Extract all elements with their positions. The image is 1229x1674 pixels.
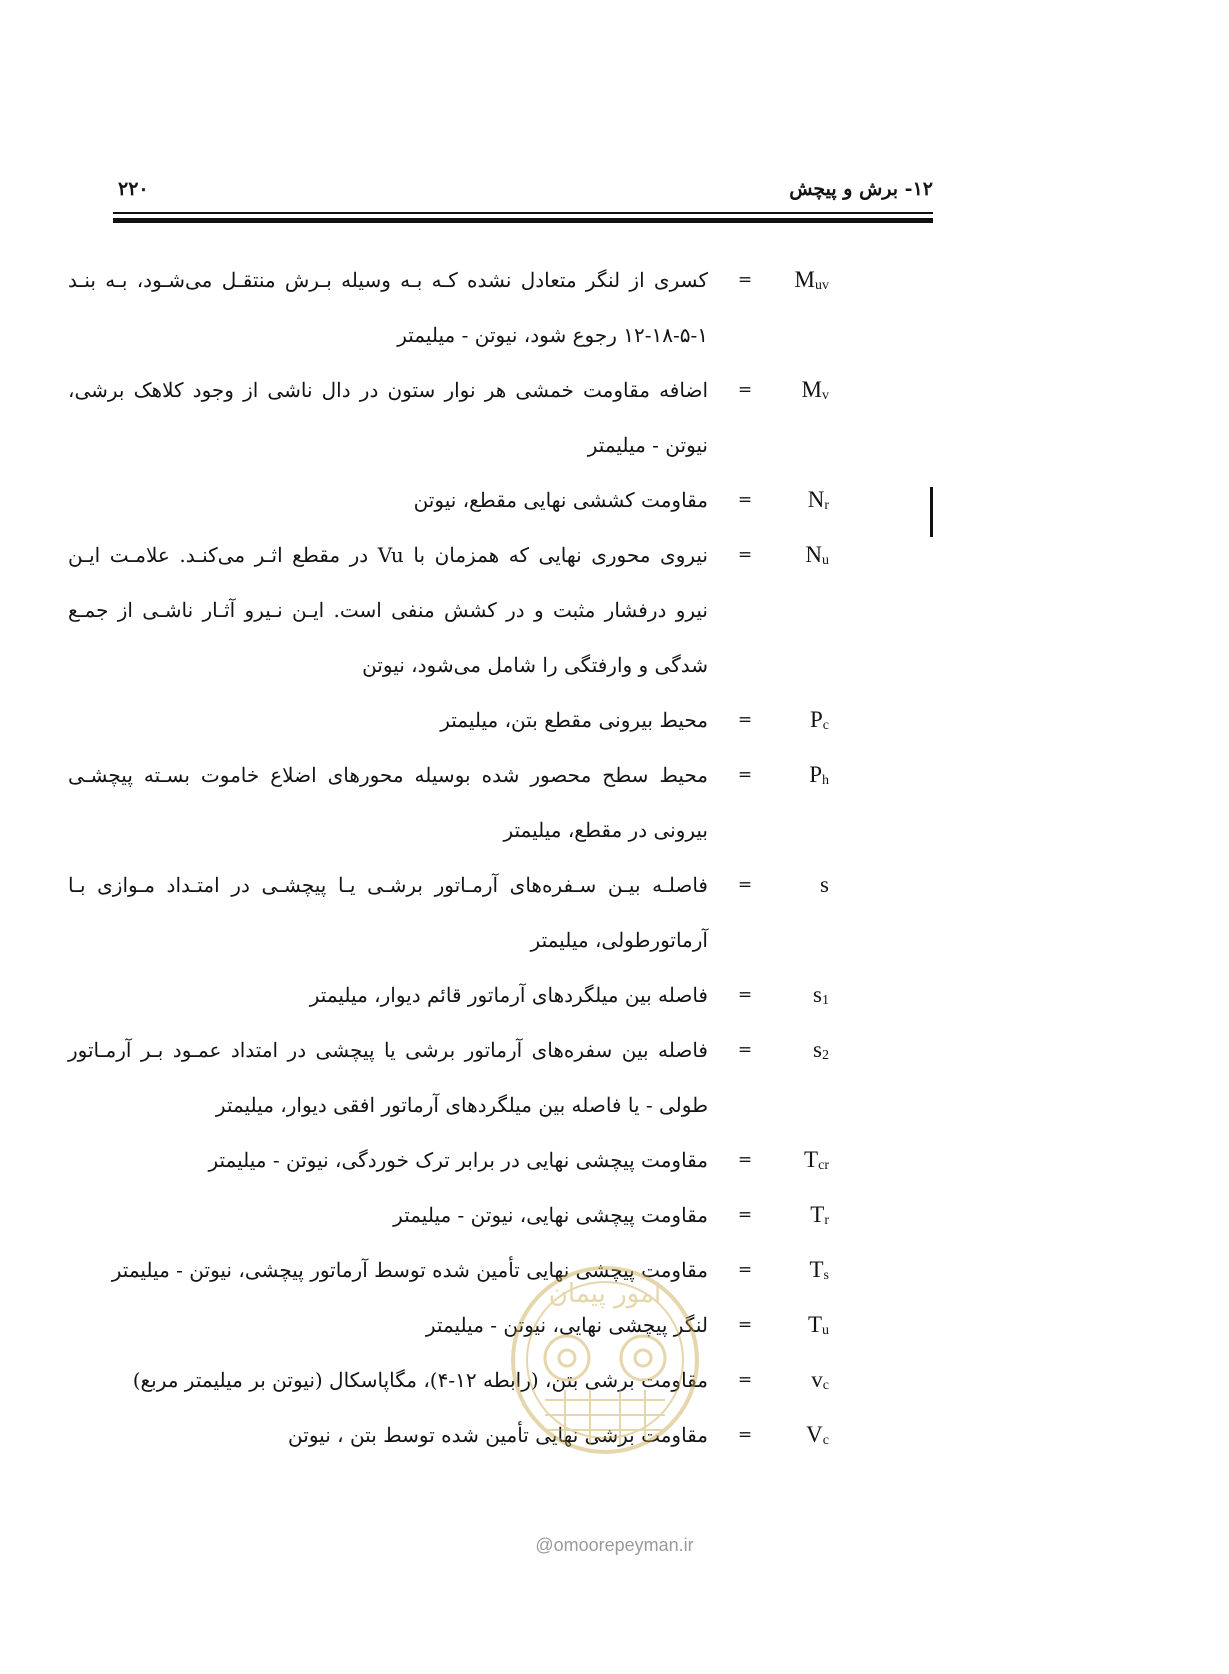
symbol-subscript: v bbox=[822, 388, 829, 403]
symbol-base: T bbox=[810, 1202, 825, 1227]
definition-text: طولی - یا فاصله بین میلگردهای آرماتور افقی دیوار، میلیمتر bbox=[215, 1093, 708, 1117]
symbol bbox=[763, 975, 829, 1021]
symbol-subscript: r bbox=[824, 1213, 829, 1228]
definition-line bbox=[113, 425, 848, 465]
definition-line bbox=[68, 1030, 848, 1070]
definition-line bbox=[68, 755, 848, 795]
symbol bbox=[763, 700, 829, 746]
equals-sign: = bbox=[737, 1425, 753, 1445]
definition-line bbox=[113, 1085, 848, 1125]
symbol-subscript: uv bbox=[815, 278, 829, 293]
definition-text: مقاومت برشی نهایی تأمین شده توسط بتن ، نیوتن bbox=[288, 1423, 708, 1447]
symbol-base: s bbox=[813, 982, 822, 1007]
symbol-base: P bbox=[809, 707, 823, 732]
equals-sign: = bbox=[737, 1040, 753, 1060]
equals-sign: = bbox=[737, 1150, 753, 1170]
definition-text: مقاومت پیچشی نهایی در برابر ترک خوردگی، نیوتن - میلیمتر bbox=[208, 1148, 708, 1172]
symbol-base: M bbox=[794, 267, 815, 292]
definition-text: مقاومت پیچشی نهایی تأمین شده توسط آرماتور پیچشی، نیوتن - میلیمتر bbox=[111, 1258, 708, 1282]
symbol-base: s bbox=[813, 1037, 822, 1062]
equals-sign: = bbox=[737, 1205, 753, 1225]
definition-text: مقاومت پیچشی نهایی، نیوتن - میلیمتر bbox=[393, 1203, 708, 1227]
definition-line bbox=[113, 315, 848, 355]
symbol-subscript: cr bbox=[818, 1158, 829, 1173]
revision-bar bbox=[930, 487, 933, 537]
symbol bbox=[763, 480, 829, 526]
equals-sign: = bbox=[737, 1370, 753, 1390]
definition-text: اضافه مقاومت خمشی هر نوار ستون در دال ناشی از وجود کلاهک برشی، bbox=[68, 378, 708, 402]
equals-sign: = bbox=[737, 765, 753, 785]
symbol bbox=[763, 1250, 829, 1296]
symbol bbox=[763, 1360, 829, 1406]
symbol-base: P bbox=[809, 762, 822, 787]
definition-line bbox=[113, 700, 848, 740]
equals-sign: = bbox=[737, 380, 753, 400]
chapter-title: ۱۲- برش و پیچش bbox=[789, 178, 933, 200]
definition-text: فاصله بین میلگردهای آرماتور قائم دیوار، میلیمتر bbox=[309, 983, 708, 1007]
stamp-text: امور پیمان bbox=[548, 1279, 662, 1309]
symbol-subscript: h bbox=[822, 773, 829, 788]
definition-text: ۱۲-۱۸-۵-۱ رجوع شود، نیوتن - میلیمتر bbox=[397, 323, 708, 347]
symbol-base: N bbox=[805, 542, 822, 567]
definition-line bbox=[113, 1140, 848, 1180]
definition-text: نیرو درفشار مثبت و در کشش منفی است. ایـن نـیرو آثـار ناشـی از جمـع bbox=[68, 598, 708, 622]
symbol-subscript: u bbox=[822, 553, 829, 568]
symbol bbox=[763, 370, 829, 416]
symbol-subscript: c bbox=[822, 1378, 829, 1393]
symbol bbox=[763, 1030, 829, 1076]
symbol-base: s bbox=[820, 872, 829, 897]
definition-line bbox=[68, 260, 848, 300]
stamp-logo bbox=[505, 1240, 705, 1470]
definition-line bbox=[113, 975, 848, 1015]
definition-line bbox=[113, 1195, 848, 1235]
page-number: ۲۲۰ bbox=[118, 178, 149, 200]
equals-sign: = bbox=[737, 1315, 753, 1335]
definition-text: کسری از لنگر متعادل نشده کـه بـه وسیله بـرش منتقـل می‌شـود، بـه بنـد bbox=[68, 268, 708, 292]
definition-line bbox=[113, 645, 848, 685]
equals-sign: = bbox=[737, 545, 753, 565]
equals-sign: = bbox=[737, 270, 753, 290]
definition-line bbox=[68, 535, 848, 575]
definition-line bbox=[113, 1305, 848, 1345]
symbol-subscript: 1 bbox=[822, 993, 829, 1008]
symbol-subscript: r bbox=[824, 498, 829, 513]
symbol bbox=[763, 260, 829, 306]
symbol-subscript: u bbox=[822, 1323, 829, 1338]
definition-line bbox=[113, 480, 848, 520]
definition-text: نیروی محوری نهایی که همزمان با Vu در مقطع اثـر می‌کنـد. علامـت ایـن bbox=[68, 543, 709, 567]
equals-sign: = bbox=[737, 875, 753, 895]
definition-text: محیط سطح محصور شده بوسیله محورهای اضلاع خاموت بسـته پیچشـی bbox=[68, 763, 708, 787]
symbol-base: V bbox=[806, 1422, 823, 1447]
definition-text: فاصلـه بیـن سـفره‌های آرمـاتور برشـی یـا پیچشـی در امتـداد مـوازی بـا bbox=[68, 873, 708, 897]
symbol-base: T bbox=[807, 1312, 822, 1337]
header-rule-thin bbox=[113, 212, 933, 214]
symbol bbox=[763, 1305, 829, 1351]
definition-line bbox=[68, 865, 848, 905]
watermark-text: @omoorepeyman.ir bbox=[535, 1535, 694, 1555]
symbol-subscript: s bbox=[823, 1268, 829, 1283]
equals-sign: = bbox=[737, 490, 753, 510]
definition-text: مقاومت برشی بتن، (رابطه ۱۲-۴)، مگاپاسکال (نیوتن بر میلیمتر مربع) bbox=[132, 1368, 708, 1392]
equals-sign: = bbox=[737, 1260, 753, 1280]
definition-text: مقاومت کششی نهایی مقطع، نیوتن bbox=[413, 488, 708, 512]
symbol-subscript: c bbox=[822, 718, 829, 733]
symbol bbox=[763, 1140, 829, 1186]
definition-line bbox=[113, 920, 848, 960]
symbol-base: T bbox=[809, 1257, 824, 1282]
definition-line bbox=[113, 810, 848, 850]
equals-sign: = bbox=[737, 710, 753, 730]
definition-text: آرماتورطولی، میلیمتر bbox=[530, 928, 708, 952]
symbol bbox=[763, 865, 829, 905]
symbol-subscript: c bbox=[822, 1433, 829, 1448]
symbol-base: N bbox=[807, 487, 825, 512]
equals-sign: = bbox=[737, 985, 753, 1005]
symbol-base: T bbox=[804, 1147, 819, 1172]
definition-line bbox=[113, 1250, 848, 1290]
symbol-base: M bbox=[801, 377, 822, 402]
symbol bbox=[763, 755, 829, 801]
definition-line bbox=[113, 1415, 848, 1455]
symbol-subscript: 2 bbox=[822, 1048, 829, 1063]
definition-text: فاصله بین سفره‌های آرماتور برشی یا پیچشی در امتداد عمـود بـر آرمـاتور bbox=[68, 1038, 708, 1062]
symbol bbox=[763, 1415, 829, 1461]
symbol bbox=[763, 535, 829, 581]
symbol-base: v bbox=[811, 1367, 823, 1392]
header-rule-thick bbox=[113, 218, 933, 223]
definition-text: شدگی و وارفتگی را شامل می‌شود، نیوتن bbox=[362, 653, 708, 677]
definition-line bbox=[68, 590, 848, 630]
definition-text: لنگر پیچشی نهایی، نیوتن - میلیمتر bbox=[425, 1313, 708, 1337]
definition-text: بیرونی در مقطع، میلیمتر bbox=[503, 818, 708, 842]
definition-text: محیط بیرونی مقطع بتن، میلیمتر bbox=[440, 708, 708, 732]
definition-text: نیوتن - میلیمتر bbox=[587, 433, 708, 457]
definition-line bbox=[68, 370, 848, 410]
symbol bbox=[763, 1195, 829, 1241]
definition-line bbox=[113, 1360, 848, 1400]
